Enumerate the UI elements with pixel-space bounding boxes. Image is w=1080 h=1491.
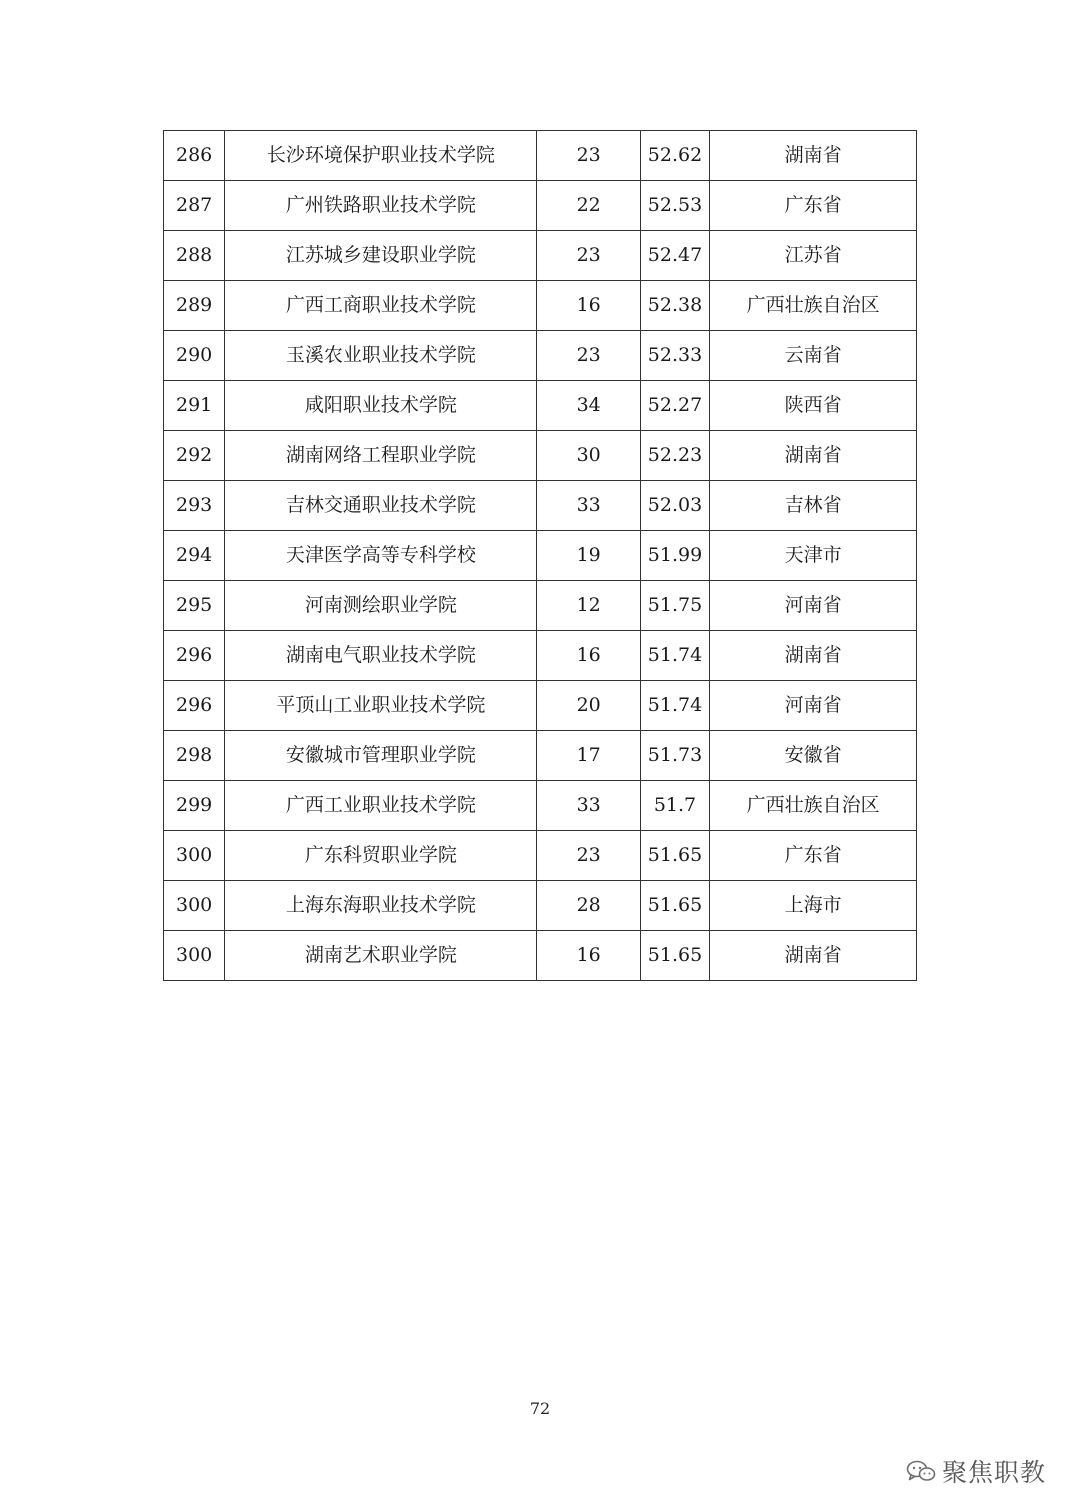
count-cell: 23	[537, 231, 640, 281]
count-cell: 23	[537, 331, 640, 381]
count-cell: 28	[537, 881, 640, 931]
wechat-icon	[906, 1459, 936, 1483]
rank-cell: 295	[164, 581, 225, 631]
table-row	[164, 831, 917, 881]
page-number: 72	[529, 1399, 551, 1418]
score-cell: 52.33	[640, 331, 709, 381]
count-cell: 12	[537, 581, 640, 631]
rank-cell: 292	[164, 431, 225, 481]
school-name-cell: 广东科贸职业学院	[225, 831, 537, 881]
region-cell: 湖南省	[710, 131, 917, 181]
rank-cell: 299	[164, 781, 225, 831]
school-name-cell: 湖南网络工程职业学院	[225, 431, 537, 481]
table-row	[164, 381, 917, 431]
region-cell: 云南省	[710, 331, 917, 381]
count-cell: 16	[537, 281, 640, 331]
table-row	[164, 331, 917, 381]
region-cell: 湖南省	[710, 431, 917, 481]
rank-cell: 291	[164, 381, 225, 431]
score-cell: 51.75	[640, 581, 709, 631]
count-cell: 19	[537, 531, 640, 581]
school-name-cell: 长沙环境保护职业技术学院	[225, 131, 537, 181]
score-cell: 51.73	[640, 731, 709, 781]
table-row	[164, 281, 917, 331]
table-row	[164, 631, 917, 681]
region-cell: 吉林省	[710, 481, 917, 531]
table-row	[164, 431, 917, 481]
score-cell: 51.65	[640, 831, 709, 881]
watermark-account-name: 聚焦职教	[941, 1458, 1046, 1487]
score-cell: 52.62	[640, 131, 709, 181]
score-cell: 52.53	[640, 181, 709, 231]
table-row	[164, 181, 917, 231]
table-row	[164, 931, 917, 981]
count-cell: 33	[537, 481, 640, 531]
table-row	[164, 231, 917, 281]
score-cell: 51.99	[640, 531, 709, 581]
rank-cell: 287	[164, 181, 225, 231]
school-name-cell: 吉林交通职业技术学院	[225, 481, 537, 531]
school-name-cell: 江苏城乡建设职业学院	[225, 231, 537, 281]
ranking-table	[163, 130, 917, 981]
region-cell: 广西壮族自治区	[710, 781, 917, 831]
score-cell: 51.74	[640, 681, 709, 731]
rank-cell: 290	[164, 331, 225, 381]
region-cell: 安徽省	[710, 731, 917, 781]
rank-cell: 286	[164, 131, 225, 181]
table-row	[164, 781, 917, 831]
school-name-cell: 广州铁路职业技术学院	[225, 181, 537, 231]
school-name-cell: 平顶山工业职业技术学院	[225, 681, 537, 731]
rank-cell: 289	[164, 281, 225, 331]
region-cell: 河南省	[710, 681, 917, 731]
region-cell: 上海市	[710, 881, 917, 931]
rank-cell: 296	[164, 631, 225, 681]
school-name-cell: 广西工业职业技术学院	[225, 781, 537, 831]
wechat-watermark	[906, 1453, 1046, 1489]
count-cell: 33	[537, 781, 640, 831]
rank-cell: 296	[164, 681, 225, 731]
count-cell: 20	[537, 681, 640, 731]
rank-cell: 300	[164, 881, 225, 931]
table-row	[164, 131, 917, 181]
region-cell: 广东省	[710, 181, 917, 231]
count-cell: 23	[537, 131, 640, 181]
school-name-cell: 玉溪农业职业技术学院	[225, 331, 537, 381]
score-cell: 52.27	[640, 381, 709, 431]
school-name-cell: 湖南电气职业技术学院	[225, 631, 537, 681]
region-cell: 江苏省	[710, 231, 917, 281]
count-cell: 16	[537, 631, 640, 681]
table-row	[164, 581, 917, 631]
rank-cell: 294	[164, 531, 225, 581]
score-cell: 51.65	[640, 881, 709, 931]
region-cell: 陕西省	[710, 381, 917, 431]
rank-cell: 293	[164, 481, 225, 531]
count-cell: 30	[537, 431, 640, 481]
score-cell: 52.23	[640, 431, 709, 481]
table-row	[164, 681, 917, 731]
count-cell: 22	[537, 181, 640, 231]
rank-cell: 298	[164, 731, 225, 781]
score-cell: 51.7	[640, 781, 709, 831]
region-cell: 湖南省	[710, 631, 917, 681]
region-cell: 河南省	[710, 581, 917, 631]
count-cell: 16	[537, 931, 640, 981]
table-row	[164, 881, 917, 931]
score-cell: 52.38	[640, 281, 709, 331]
school-name-cell: 上海东海职业技术学院	[225, 881, 537, 931]
region-cell: 广东省	[710, 831, 917, 881]
rank-cell: 300	[164, 931, 225, 981]
score-cell: 51.65	[640, 931, 709, 981]
school-name-cell: 天津医学高等专科学校	[225, 531, 537, 581]
school-name-cell: 湖南艺术职业学院	[225, 931, 537, 981]
count-cell: 34	[537, 381, 640, 431]
school-name-cell: 河南测绘职业学院	[225, 581, 537, 631]
score-cell: 52.47	[640, 231, 709, 281]
rank-cell: 288	[164, 231, 225, 281]
ranking-table-body	[164, 131, 917, 981]
rank-cell: 300	[164, 831, 225, 881]
region-cell: 广西壮族自治区	[710, 281, 917, 331]
score-cell: 51.74	[640, 631, 709, 681]
school-name-cell: 咸阳职业技术学院	[225, 381, 537, 431]
score-cell: 52.03	[640, 481, 709, 531]
region-cell: 湖南省	[710, 931, 917, 981]
region-cell: 天津市	[710, 531, 917, 581]
school-name-cell: 广西工商职业技术学院	[225, 281, 537, 331]
count-cell: 17	[537, 731, 640, 781]
count-cell: 23	[537, 831, 640, 881]
table-row	[164, 531, 917, 581]
school-name-cell: 安徽城市管理职业学院	[225, 731, 537, 781]
table-row	[164, 481, 917, 531]
table-row	[164, 731, 917, 781]
